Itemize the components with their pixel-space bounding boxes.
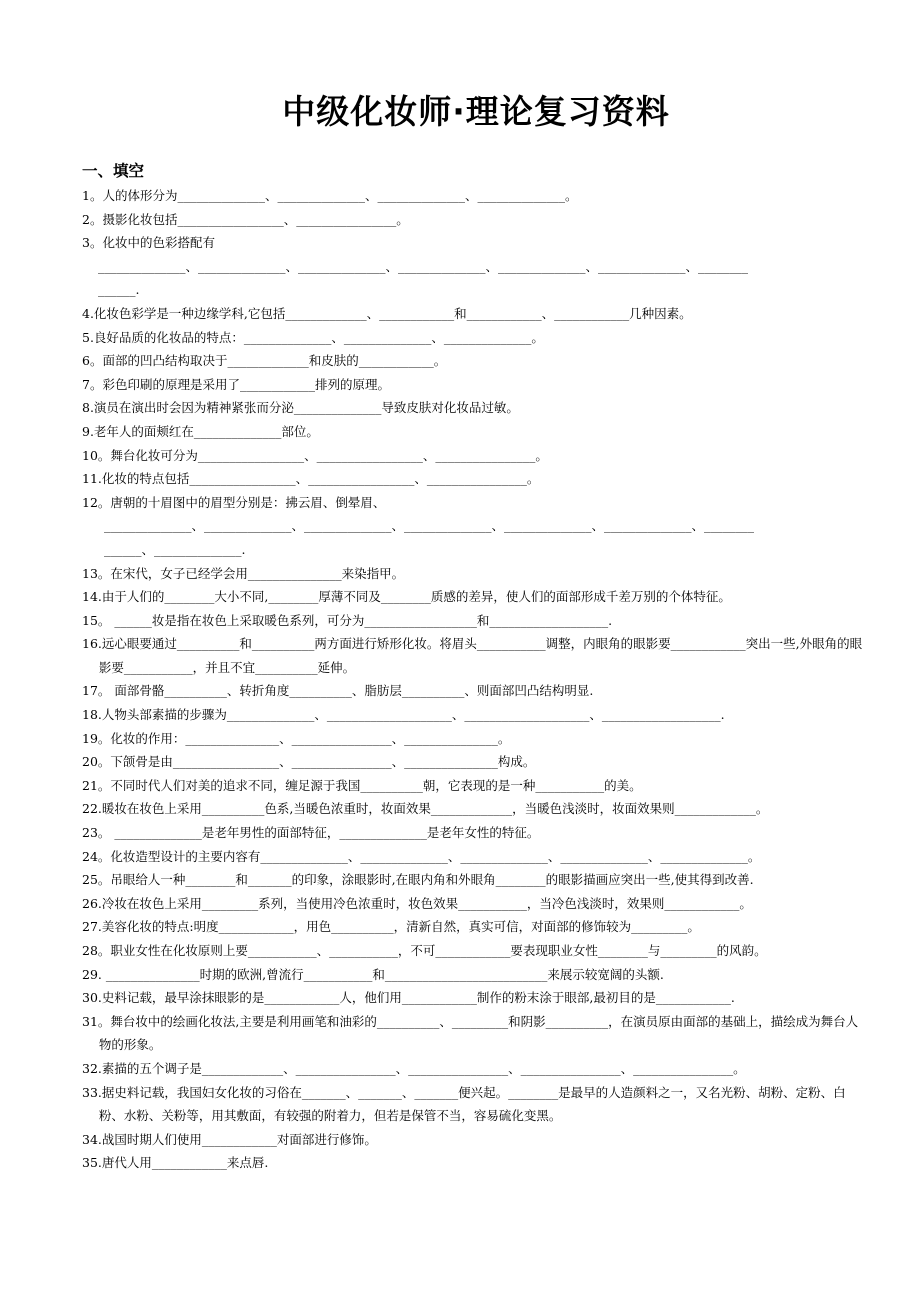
question-27: 27.美容化妆的特点:明度____________，用色__________，清新自然，真实可信，对面部的修饰较为_________。 (82, 919, 700, 935)
question-21: 21。不同时代人们对美的追求不同，缠足源于我国__________朝，它表现的是一种___________的美。 (82, 777, 642, 793)
question-26: 26.冷妆在妆色上采用_________系列，当使用冷色浓重时，妆色效果___________，当冷色浅淡时，效果则____________。 (82, 895, 752, 911)
question-13: 13。在宋代，女子已经学会用_______________来染指甲。 (82, 565, 405, 581)
question-11: 11.化妆的特点包括_________________、_________________、________________。 (82, 471, 540, 487)
question-5: 5.良好品质的化妆品的特点：______________、______________、______________。 (82, 329, 544, 345)
question-12-blanks-end: ______、______________. (104, 541, 246, 557)
question-9: 9.老年人的面颊红在______________部位。 (82, 423, 319, 439)
section-heading: 一、填空 (82, 162, 145, 180)
question-23: 23。 ______________是老年男性的面部特征，______________是老年女性的特征。 (82, 825, 540, 841)
question-15: 15。 ______妆是指在妆色上采取暖色系列，可分为__________________和___________________. (82, 612, 613, 628)
page-title: 中级化妆师·理论复习资料 (282, 92, 670, 131)
question-33: 33.据史料记载，我国妇女化妆的习俗在_______、_______、_______便兴起。________是最早的人造颜料之一，又名光粉、胡粉、定粉、白粉、水粉、关粉等，用其敷面，有较强的附着力，但若是保管不当，容易硫化变黑。 (82, 1084, 846, 1124)
question-list (82, 184, 870, 1175)
question-18: 18.人物头部素描的步骤为______________、____________________、____________________、___________________. (82, 707, 725, 723)
question-16: 16.远心眼要通过__________和__________两方面进行矫形化妆。将眉头___________调整，内眼角的眼影要____________突出一些,外眼角的眼影要___________，并且不宜__________延伸。 (82, 636, 863, 675)
question-19: 19。化妆的作用：_______________、________________、_______________。 (82, 730, 511, 746)
question-22: 22.暖妆在妆色上采用__________色系,当暖色浓重时，妆面效果_____________，当暖色浅淡时，妆面效果则_____________。 (82, 801, 769, 817)
question-35: 35.唐代人用____________来点唇. (82, 1155, 269, 1171)
question-4: 4.化妆色彩学是一种边缘学科,它包括_____________、____________和____________、____________几种因素。 (82, 305, 692, 321)
question-12-blanks: ______________、______________、______________、______________、______________、______________、________ (104, 518, 755, 534)
question-14: 14.由于人们的________大小不同,________厚薄不同及________质感的差异，使人们的面部形成千差万别的个体特征。 (82, 589, 731, 605)
question-20: 20。下颌骨是由_________________、________________、_______________构成。 (82, 754, 536, 770)
question-34: 34.战国时期人们使用____________对面部进行修饰。 (82, 1131, 377, 1147)
question-8: 8.演员在演出时会因为精神紧张而分泌______________导致皮肤对化妆品过敏。 (82, 400, 519, 416)
question-25: 25。吊眼给人一种________和_______的印象，涂眼影时,在眼内角和外眼角________的眼影描画应突出一些,使其得到改善. (82, 872, 754, 888)
question-30: 30.史料记载，最早涂抹眼影的是____________人，他们用____________制作的粉末涂于眼部,最初目的是____________. (82, 990, 735, 1006)
question-24: 24。化妆造型设计的主要内容有______________、______________、______________、______________、______________。 (82, 848, 761, 864)
question-3-blanks-end: ______. (98, 282, 140, 298)
question-12: 12。唐朝的十眉图中的眉型分别是：拂云眉、倒晕眉、 (82, 494, 386, 510)
question-2: 2。摄影化妆包括_________________、________________。 (82, 211, 409, 227)
question-7: 7。彩色印刷的原理是采用了____________排列的原理。 (82, 376, 390, 392)
question-28: 28。职业女性在化妆原则上要___________、___________，不可____________要表现职业女性________与_________的风韵。 (82, 943, 767, 958)
question-1: 1。人的体形分为______________、______________、______________、______________。 (82, 188, 578, 203)
question-17: 17。 面部骨骼__________、转折角度__________、脂肪层__________、则面部凹凸结构明显. (82, 683, 594, 699)
question-31: 31。舞台妆中的绘画化妆法,主要是利用画笔和油彩的__________、_________和阴影__________，在演员原由面部的基础上，描绘成为舞台人物的形象。 (82, 1013, 859, 1053)
question-6: 6。面部的凹凸结构取决于_____________和皮肤的____________。 (82, 353, 447, 369)
question-29: 29. _______________时期的欧洲,曾流行___________和__________________________来展示较宽阔的头额. (82, 966, 664, 982)
question-32: 32.素描的五个调子是_____________、________________、________________、________________、________________。 (82, 1060, 746, 1076)
question-3-blanks: ______________、______________、______________、______________、______________、______________、________ (98, 258, 749, 274)
question-3: 3。化妆中的色彩搭配有 (82, 235, 215, 251)
question-10: 10。舞台化妆可分为_________________、_________________、________________。 (82, 447, 548, 463)
